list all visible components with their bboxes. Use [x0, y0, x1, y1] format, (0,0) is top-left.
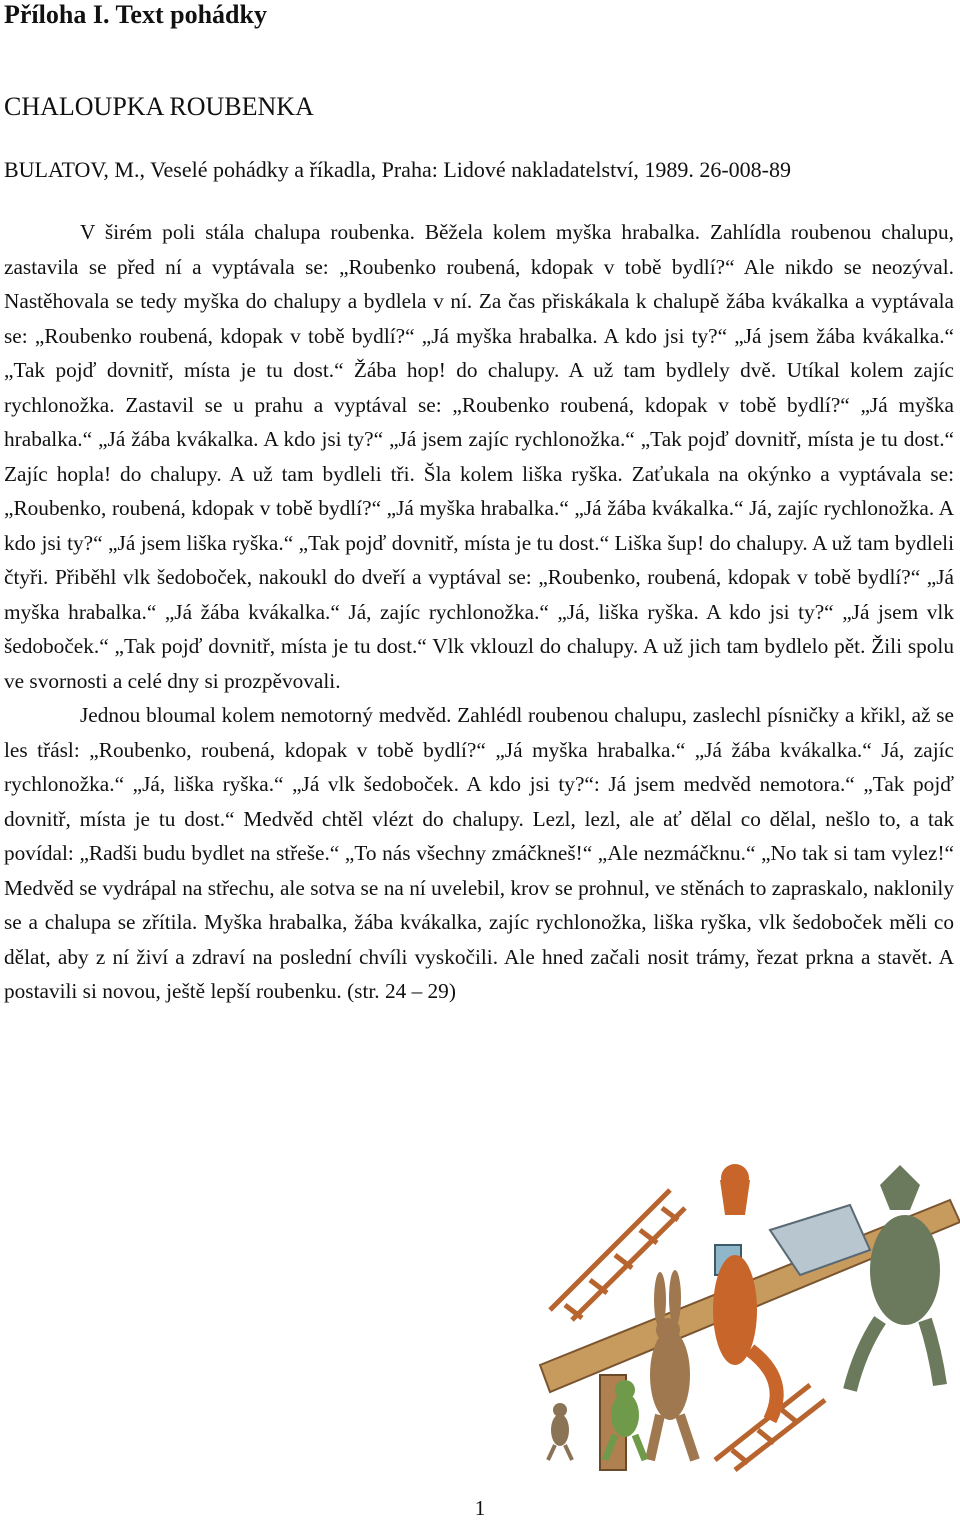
page-number: 1	[474, 1496, 486, 1520]
wolf-figure	[850, 1165, 940, 1390]
story-text	[4, 215, 954, 1009]
story-paragraph: Jednou bloumal kolem nemotorný medvěd. Zahlédl roubenou chalupu, zaslechl písničky a křikl, až se les třásl: „Roubenko, roubená, kdopak v tobě bydlí?“ „Já myška hrabalka.“ „Já žába kvákalka.“ Já, zajíc rychlonožka.“ „Já, liška ryška.“ „Já vlk šedoboček. A kdo jsi ty?“: Já jsem medvěd nemotora.“ „Tak pojď dovnitř, místa je tu dost.“ Medvěd chtěl vlézt do chalupy. Lezl, lezl, ale ať dělal co dělal, nešlo to, a tak povídal: „Radši budu bydlet na střeše.“ „To nás všechny zmáčkneš!“ „Ale nezmáčknu.“ „No tak si tam vylez!“ Medvěd se vydrápal na střechu, ale sotva se na ní uvelebil, krov se prohnul, ve stěnách to zapraskalo, naklonily se a chalupa se zřítila. Myška hrabalka, žába kvákalka, zajíc rychlonožka, liška ryška, vlk šedoboček měli co dělat, aby z ní živí a zdraví na poslední chvíli vyskočili. Ale hned začali nosit trámy, řezat prkna a stavět. A postavili si novou, ještě lepší roubenku. (str. 24 – 29)	[4, 703, 954, 1003]
mouse-figure	[548, 1403, 572, 1460]
appendix-heading: Příloha I. Text pohádky	[4, 0, 267, 29]
story-paragraph: V širém poli stála chalupa roubenka. Běžela kolem myška hrabalka. Zahlídla roubenou chalupu, zastavila se před ní a vyptávala se: „Roubenko roubená, kdopak v tobě bydlí?“ Ale nikdo se neozýval. Nastěhovala se tedy myška do chalupy a bydlela v ní. Za čas přiskákala k chalupě žába kvákalka a vyptávala se: „Roubenko roubená, kdopak v tobě bydlí?“ „Já myška hrabalka. A kdo jsi ty?“ „Já jsem žába kvákalka.“ „Tak pojď dovnitř, místa je tu dost.“ Žába hop! do chalupy. A už tam bydlely dvě. Utíkal kolem zajíc rychlonožka. Zastavil se u prahu a vyptával se: „Roubenko roubená, kdopak v tobě bydlí?“ „Já myška hrabalka.“ „Já žába kvákalka. A kdo jsi ty?“ „Já jsem zajíc rychlonožka.“ „Tak pojď dovnitř, místa je tu dost.“ Zajíc hopla! do chalupy. A už tam bydleli tři. Šla kolem liška ryška. Zaťukala na okýnko a vyptávala se: „Roubenko, roubená, kdopak v tobě bydlí?“ „Já myška hrabalka.“ „Já žába kvákalka.“ Já, zajíc rychlonožka. A kdo jsi ty?“ „Já jsem liška ryška.“ „Tak pojď dovnitř, místa je tu dost.“ Liška šup! do chalupy. A už tam bydleli čtyři. Přiběhl vlk šedoboček, nakoukl do dveří a vyptával se: „Roubenko, roubená, kdopak v tobě bydlí?“ „Já myška hrabalka.“ „Já žába kvákalka.“ Já, zajíc rychlonožka.“ „Já, liška ryška. A kdo jsi ty?“ „Já jsem vlk šedoboček.“ „Tak pojď dovnitř, místa je tu dost.“ Vlk vklouzl do chalupy. A už jich tam bydlelo pět. Žili spolu ve svornosti a celé dny si prozpěvovali.	[4, 220, 954, 693]
source-citation: BULATOV, M., Veselé pohádky a říkadla, Praha: Lidové nakladatelství, 1989. 26-008-89	[4, 157, 791, 182]
hare-figure	[650, 1270, 695, 1460]
animals-building-illustration	[520, 1160, 960, 1480]
story-title: CHALOUPKA ROUBENKA	[4, 92, 314, 121]
